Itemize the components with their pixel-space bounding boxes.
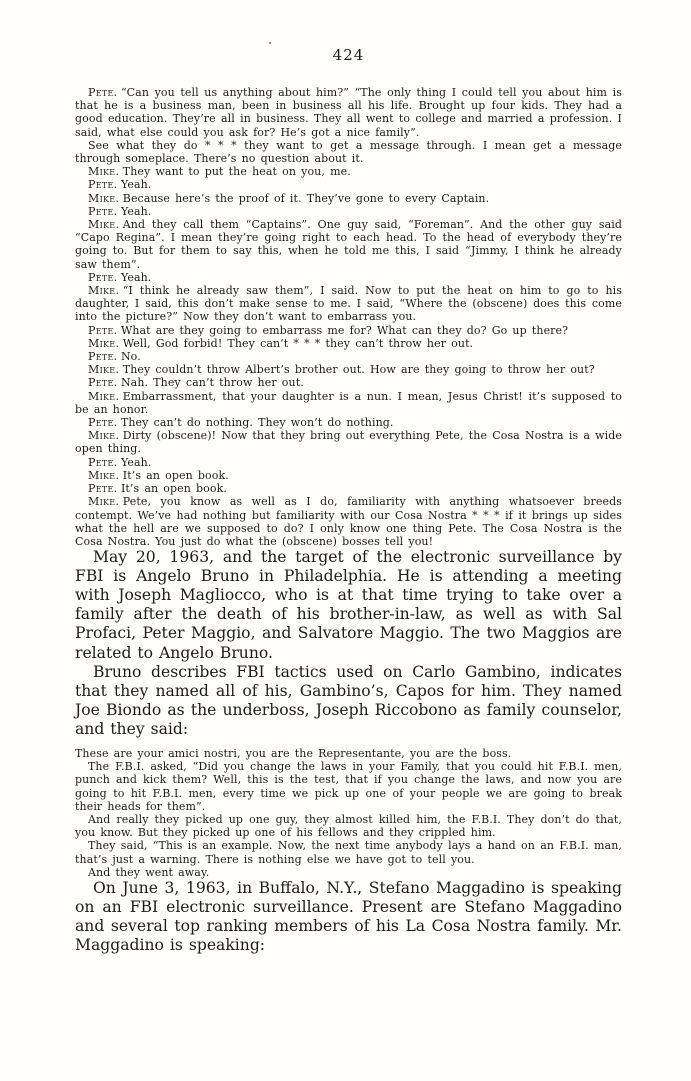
- speaker-label: Pete.: [88, 376, 118, 390]
- quote-paragraph: And really they picked up one guy, they almost killed him, the F.B.I. They don’t do that, you know. But they picked up one of his fellows and they crippled him.: [75, 813, 622, 840]
- dialogue-paragraph: [75, 416, 622, 429]
- speaker-label: Mike.: [88, 468, 120, 482]
- dialogue-paragraph: [75, 218, 622, 271]
- narrative-paragraph: Bruno describes FBI tactics used on Carlo Gambino, indicates that they named all of his, Gambino’s, Capos for him. They named Joe Biondo as the underboss, Joseph Riccobono as family counselor, and they said:: [75, 662, 622, 738]
- speaker-label: Mike.: [88, 389, 120, 403]
- speaker-label: Mike.: [88, 218, 120, 232]
- dialogue-text: See what they do * * * they want to get a message through. I mean get a message through someplace. There’s no question about it.: [75, 138, 622, 166]
- dialogue-text: Because here’s the proof of it. They’ve gone to every Captain.: [122, 191, 490, 205]
- dialogue-paragraph: [75, 456, 622, 469]
- dialogue-paragraph: [75, 350, 622, 363]
- dialogue-text: They can’t do nothing. They won’t do nothing.: [120, 416, 394, 430]
- dialogue-paragraph: [75, 376, 622, 389]
- dialogue-text: Embarrassment, that your daughter is a nun. I mean, Jesus Christ! it’s supposed to be an honor.: [75, 389, 622, 416]
- dialogue-text: They want to put the heat on you, me.: [122, 165, 351, 179]
- speaker-label: Mike.: [88, 191, 120, 205]
- dialogue-paragraph: [75, 284, 622, 324]
- dialogue-paragraph: [75, 271, 622, 284]
- speaker-label: Pete.: [88, 178, 118, 192]
- dialogue-text: It’s an open book.: [122, 468, 229, 482]
- dialogue-text: What are they going to embarrass me for? What can they do? Go up there?: [120, 323, 569, 337]
- dialogue-text: Yeah.: [120, 204, 152, 218]
- dialogue-text: Yeah.: [120, 455, 152, 469]
- speaker-label: Pete.: [88, 86, 118, 99]
- dialogue-paragraph: [75, 205, 622, 218]
- page-number: 424: [332, 46, 365, 64]
- dialogue-text: It’s an open book.: [120, 482, 227, 496]
- speaker-label: Pete.: [88, 204, 118, 218]
- dialogue-paragraph: [75, 86, 622, 139]
- speaker-label: Pete.: [88, 350, 118, 364]
- dialogue-text: Well, God forbid! They can’t * * * they can’t throw her out.: [122, 336, 474, 350]
- dialogue-section: [75, 86, 622, 548]
- dialogue-text: Pete, you know as well as I do, familiarity with anything whatsoever breeds contempt. We’ve had nothing but familiarity with our Cosa Nostra * * * if it brings up sides what the hell are we supposed to do? I only know one thing Pete. The Cosa Nostra is the Cosa Nostra. You just do what the (obscene) bosses tell you!: [75, 495, 622, 548]
- dialogue-paragraph: [75, 469, 622, 482]
- dialogue-text: Yeah.: [120, 178, 152, 192]
- speaker-label: Pete.: [88, 270, 118, 284]
- dialogue-paragraph: [75, 139, 622, 165]
- dialogue-paragraph: [75, 482, 622, 495]
- speaker-label: Pete.: [88, 323, 118, 337]
- dialogue-paragraph: [75, 363, 622, 376]
- dialogue-text: And they call them “Captains”. One guy said, “Foreman”. And the other guy said “Capo Regina”. I mean they’re going right to each head. To the head of everybody they’re going to. But for them to say this, when he told me this, I said “Jimmy, I think he already saw them”.: [75, 218, 622, 271]
- narrative-paragraph: May 20, 1963, and the target of the electronic surveillance by FBI is Angelo Bruno in Philadelphia. He is attending a meeting with Joseph Magliocco, who is at that time trying to take over a family after the death of his brother-in-law, as well as with Sal Profaci, Peter Maggio, and Salvatore Maggio. The two Maggios are related to Angelo Bruno.: [75, 548, 622, 662]
- dialogue-paragraph: [75, 429, 622, 455]
- dialogue-text: “I think he already saw them”, I said. Now to put the heat on him to go to his daughter, I said, this don’t make sense to me. I said, “Where the (obscene) does this come into the picture?” Now they don’t want to embarrass you.: [75, 284, 622, 324]
- speaker-label: Pete.: [88, 416, 118, 430]
- dialogue-text: Nah. They can’t throw her out.: [120, 376, 304, 390]
- dialogue-paragraph: [75, 165, 622, 178]
- speaker-label: Pete.: [88, 455, 118, 469]
- dialogue-text: Dirty (obscene)! Now that they bring out everything Pete, the Cosa Nostra is a wide open thing.: [75, 429, 622, 456]
- speaker-label: Mike.: [88, 284, 120, 298]
- speaker-label: Mike.: [88, 429, 120, 443]
- quote-paragraph: And they went away.: [88, 865, 210, 879]
- dialogue-paragraph: [75, 495, 622, 548]
- quote-paragraph: The F.B.I. asked, “Did you change the laws in your Family, that you could hit F.B.I. men, punch and kick them? Well, this is the test, that if you change the laws, and now you are going to hit F.B.I. men, every time we pick up one of your people we are going to break their heads for them”.: [75, 760, 622, 813]
- dialogue-paragraph: [75, 337, 622, 350]
- dialogue-text: Yeah.: [120, 270, 152, 284]
- dialogue-text: They couldn’t throw Albert’s brother out. How are they going to throw her out?: [122, 363, 595, 377]
- extract-quote-section: [75, 747, 622, 879]
- speaker-label: Pete.: [88, 482, 118, 496]
- text-column: [75, 0, 622, 955]
- dialogue-paragraph: [75, 390, 622, 416]
- dialogue-paragraph: [75, 192, 622, 205]
- dialogue-text: No.: [120, 350, 141, 364]
- closing-paragraph: On June 3, 1963, in Buffalo, N.Y., Stefano Maggadino is speaking on an FBI electronic surveillance. Present are Stefano Maggadino and several top ranking members of his La Cosa Nostra family. Mr. Maggadino is speaking:: [75, 879, 622, 955]
- speaker-label: Mike.: [88, 363, 120, 377]
- dialogue-paragraph: [75, 178, 622, 191]
- quote-paragraph: They said, “This is an example. Now, the next time anybody lays a hand on an F.B.I. man, that’s just a warning. There is nothing else we have got to tell you.: [75, 839, 622, 866]
- speaker-label: Mike.: [88, 336, 120, 350]
- quote-paragraph: These are your amici nostri, you are the Representante, you are the boss.: [75, 747, 512, 761]
- dialogue-paragraph: [75, 324, 622, 337]
- dialogue-text: “Can you tell us anything about him?” “The only thing I could tell you about him is that he is a business man, been in business all his life. Brought up four kids. They had a good education. They’re all in business. They all went to college and married a profession. I said, what else could you ask for? He’s got a nice family”.: [75, 86, 622, 139]
- speaker-label: Mike.: [88, 165, 120, 179]
- speaker-label: Mike.: [88, 495, 120, 509]
